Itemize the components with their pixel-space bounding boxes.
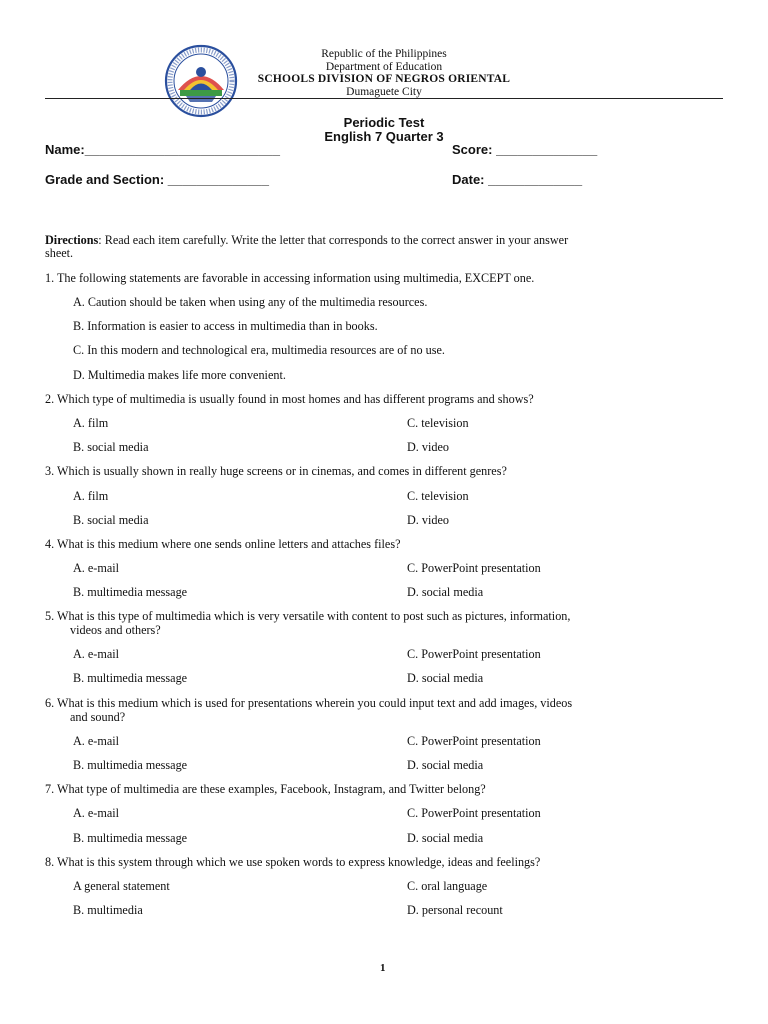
q4-option-b: B. multimedia message xyxy=(73,585,188,599)
q1-option-a: A. Caution should be taken when using any of the multimedia resources. xyxy=(73,295,428,309)
q1-option-c: C. In this modern and technological era, multimedia resources are of no use. xyxy=(73,343,445,357)
department-of-education-seal-icon xyxy=(164,44,238,118)
q6-option-b: B. multimedia message xyxy=(73,758,188,772)
header-city: Dumaguete City xyxy=(346,85,422,98)
question-8: 8. What is this system through which we use spoken words to express knowledge, ideas and feelings? xyxy=(45,855,541,869)
question-6: 6. What is this medium which is used for presentations wherein you could input text and add images, videos xyxy=(45,696,573,710)
directions-line-2: sheet. xyxy=(45,246,74,260)
question-7: 7. What type of multimedia are these examples, Facebook, Instagram, and Twitter belong? xyxy=(45,782,486,796)
score-field: Score: ______________ xyxy=(452,142,598,157)
q5-option-a: A. e-mail xyxy=(73,647,120,661)
directions-label: Directions xyxy=(45,233,99,247)
q4-option-c: C. PowerPoint presentation xyxy=(407,561,541,575)
q8-option-b: B. multimedia xyxy=(73,903,143,917)
q4-option-d: D. social media xyxy=(407,585,484,599)
question-3: 3. Which is usually shown in really huge screens or in cinemas, and comes in different genres? xyxy=(45,464,507,478)
q1-option-b: B. Information is easier to access in multimedia than in books. xyxy=(73,319,378,333)
question-1: 1. The following statements are favorable in accessing information using multimedia, EXCEPT one. xyxy=(45,271,535,285)
q3-option-d: D. video xyxy=(407,513,449,527)
test-title: Periodic Test xyxy=(343,115,425,130)
question-2: 2. Which type of multimedia is usually found in most homes and has different programs and shows? xyxy=(45,392,534,406)
grade-section-field: Grade and Section: ______________ xyxy=(45,172,270,187)
question-6-cont: and sound? xyxy=(70,710,126,724)
q1-option-d: D. Multimedia makes life more convenient. xyxy=(73,368,286,382)
q2-option-a: A. film xyxy=(73,416,109,430)
q6-option-c: C. PowerPoint presentation xyxy=(407,734,541,748)
header-rule xyxy=(45,98,723,99)
q5-option-c: C. PowerPoint presentation xyxy=(407,647,541,661)
question-4: 4. What is this medium where one sends online letters and attaches files? xyxy=(45,537,401,551)
q5-option-d: D. social media xyxy=(407,671,484,685)
q8-option-d: D. personal recount xyxy=(407,903,503,917)
q2-option-c: C. television xyxy=(407,416,469,430)
directions-text: : Read each item carefully. Write the letter that corresponds to the correct answer in your answer xyxy=(98,233,569,247)
q7-option-d: D. social media xyxy=(407,831,484,845)
q5-option-b: B. multimedia message xyxy=(73,671,188,685)
question-5-cont: videos and others? xyxy=(70,623,161,637)
q4-option-a: A. e-mail xyxy=(73,561,120,575)
header-division: SCHOOLS DIVISION OF NEGROS ORIENTAL xyxy=(257,73,511,85)
question-5: 5. What is this type of multimedia which is very versatile with content to post such as pictures, information, xyxy=(45,609,571,623)
header-block xyxy=(230,48,538,98)
q8-option-a: A general statement xyxy=(73,879,170,893)
q3-option-a: A. film xyxy=(73,489,109,503)
header-republic: Republic of the Philippines xyxy=(321,48,447,60)
header-department: Department of Education xyxy=(325,60,443,73)
test-subtitle: English 7 Quarter 3 xyxy=(324,129,444,144)
directions-line-1 xyxy=(45,233,568,247)
q8-option-c: C. oral language xyxy=(407,879,488,893)
q6-option-d: D. social media xyxy=(407,758,484,772)
q7-option-b: B. multimedia message xyxy=(73,831,188,845)
page-number: 1 xyxy=(380,962,386,974)
q6-option-a: A. e-mail xyxy=(73,734,120,748)
q3-option-c: C. television xyxy=(407,489,469,503)
q7-option-a: A. e-mail xyxy=(73,806,120,820)
q2-option-d: D. video xyxy=(407,440,449,454)
q3-option-b: B. social media xyxy=(73,513,149,527)
q7-option-c: C. PowerPoint presentation xyxy=(407,806,541,820)
date-field: Date: _____________ xyxy=(452,172,583,187)
name-field: Name:___________________________ xyxy=(45,142,280,157)
q2-option-b: B. social media xyxy=(73,440,149,454)
